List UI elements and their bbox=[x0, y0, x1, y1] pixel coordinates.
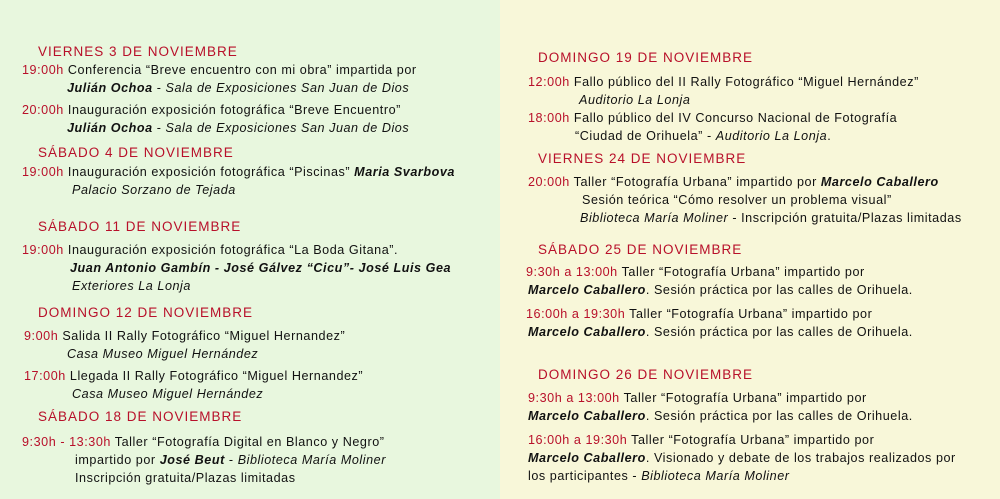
event-person: Julián Ochoa bbox=[67, 81, 153, 95]
event-detail: los participantes - bbox=[528, 469, 642, 483]
event-time: 9:30h - 13:30h bbox=[22, 435, 111, 449]
event-time: 9:30h a 13:00h bbox=[528, 391, 620, 405]
event-line bbox=[24, 368, 363, 384]
event-detail: - bbox=[224, 453, 238, 467]
day-header: SÁBADO 25 DE NOVIEMBRE bbox=[538, 242, 743, 257]
day-header: DOMINGO 19 DE NOVIEMBRE bbox=[538, 50, 754, 65]
event-venue: Exteriores La Lonja bbox=[72, 279, 191, 293]
event-detail: . Sesión práctica por las calles de Orihuela. bbox=[645, 283, 913, 297]
event-author: Marcelo Caballero bbox=[820, 175, 939, 189]
day-header: SÁBADO 11 DE NOVIEMBRE bbox=[38, 219, 242, 234]
event-text: Taller “Fotografía Urbana” impartido por bbox=[573, 175, 821, 189]
event-detail: - bbox=[152, 121, 166, 135]
event-detail-line bbox=[72, 278, 191, 294]
event-detail: . Sesión práctica por las calles de Orihuela. bbox=[645, 325, 913, 339]
event-detail-line bbox=[528, 450, 956, 466]
event-line bbox=[528, 110, 897, 126]
event-person: Marcelo Caballero bbox=[528, 325, 646, 339]
event-detail-line bbox=[75, 452, 386, 468]
event-venue: Casa Museo Miguel Hernández bbox=[72, 387, 264, 401]
event-person: José Beut bbox=[159, 453, 225, 467]
event-venue: Biblioteca María Moliner bbox=[237, 453, 386, 467]
event-time: 9:00h bbox=[24, 329, 59, 343]
event-line bbox=[22, 242, 398, 258]
event-venue: Biblioteca María Moliner bbox=[641, 469, 790, 483]
event-text: Taller “Fotografía Urbana” impartido por bbox=[631, 433, 875, 447]
day-header: DOMINGO 26 DE NOVIEMBRE bbox=[538, 367, 754, 382]
event-time: 16:00h a 19:30h bbox=[526, 307, 626, 321]
event-detail-line bbox=[575, 128, 831, 144]
event-text: Fallo público del II Rally Fotográfico “Miguel Hernández” bbox=[573, 75, 919, 89]
event-time: 9:30h a 13:00h bbox=[526, 265, 618, 279]
event-detail-line bbox=[582, 192, 892, 208]
event-person: Juan Antonio Gambín - José Gálvez “Cicu”- José Luis Gea bbox=[70, 261, 452, 275]
day-header: SÁBADO 18 DE NOVIEMBRE bbox=[38, 409, 243, 424]
event-detail: “Ciudad de Orihuela” - bbox=[575, 129, 716, 143]
event-detail-line bbox=[528, 324, 913, 340]
right-panel bbox=[500, 0, 1000, 499]
event-line bbox=[22, 164, 455, 180]
event-detail-line bbox=[72, 182, 236, 198]
event-detail-line bbox=[579, 92, 690, 108]
event-text: Taller “Fotografía Digital en Blanco y Negro” bbox=[114, 435, 385, 449]
event-line bbox=[22, 434, 385, 450]
event-detail-line bbox=[67, 120, 409, 136]
event-detail-line bbox=[67, 80, 409, 96]
event-detail: Inscripción gratuita/Plazas limitadas bbox=[75, 471, 296, 485]
event-person: Marcelo Caballero bbox=[528, 283, 646, 297]
event-time: 19:00h bbox=[22, 63, 64, 77]
event-text: Salida II Rally Fotográfico “Miguel Hernandez” bbox=[62, 329, 346, 343]
event-line bbox=[526, 306, 872, 322]
event-detail-line bbox=[528, 468, 790, 484]
event-line bbox=[528, 174, 939, 190]
event-time: 18:00h bbox=[528, 111, 570, 125]
event-detail-line bbox=[72, 386, 263, 402]
event-time: 17:00h bbox=[24, 369, 66, 383]
event-person: Marcelo Caballero bbox=[528, 451, 646, 465]
event-detail-line bbox=[75, 470, 296, 486]
event-text: Inauguración exposición fotográfica “La Boda Gitana”. bbox=[67, 243, 399, 257]
event-detail: impartido por bbox=[75, 453, 160, 467]
event-detail: - Inscripción gratuita/Plazas limitadas bbox=[728, 211, 962, 225]
event-text: Fallo público del IV Concurso Nacional de Fotografía bbox=[573, 111, 898, 125]
day-header: VIERNES 24 DE NOVIEMBRE bbox=[538, 151, 747, 166]
event-venue: Auditorio La Lonja bbox=[715, 129, 828, 143]
event-time: 12:00h bbox=[528, 75, 570, 89]
event-detail-line bbox=[580, 210, 962, 226]
event-time: 20:00h bbox=[528, 175, 570, 189]
event-text: Inauguración exposición fotográfica “Piscinas” bbox=[67, 165, 355, 179]
event-detail-line bbox=[70, 260, 451, 276]
event-line bbox=[22, 102, 401, 118]
event-time: 19:00h bbox=[22, 243, 64, 257]
event-detail: - bbox=[152, 81, 166, 95]
event-venue: Sala de Exposiciones San Juan de Dios bbox=[165, 81, 410, 95]
event-person: Marcelo Caballero bbox=[528, 409, 646, 423]
event-detail: . Visionado y debate de los trabajos realizados por bbox=[645, 451, 956, 465]
day-header: SÁBADO 4 DE NOVIEMBRE bbox=[38, 145, 234, 160]
event-venue: Auditorio La Lonja bbox=[579, 93, 691, 107]
event-line bbox=[24, 328, 345, 344]
event-detail: . Sesión práctica por las calles de Orihuela. bbox=[645, 409, 913, 423]
event-time: 20:00h bbox=[22, 103, 64, 117]
event-detail: Sesión teórica “Cómo resolver un problema visual” bbox=[582, 193, 892, 207]
event-text: Taller “Fotografía Urbana” impartido por bbox=[623, 391, 867, 405]
event-text: Inauguración exposición fotográfica “Breve Encuentro” bbox=[67, 103, 401, 117]
event-venue: Palacio Sorzano de Tejada bbox=[72, 183, 236, 197]
event-time: 19:00h bbox=[22, 165, 64, 179]
event-text: Taller “Fotografía Urbana” impartido por bbox=[621, 265, 865, 279]
event-person: Julián Ochoa bbox=[67, 121, 153, 135]
event-detail-line bbox=[67, 346, 258, 362]
event-text: Taller “Fotografía Urbana” impartido por bbox=[629, 307, 873, 321]
event-line bbox=[528, 390, 867, 406]
event-detail-line bbox=[528, 282, 913, 298]
event-line bbox=[528, 74, 919, 90]
event-detail: . bbox=[827, 129, 832, 143]
event-venue: Sala de Exposiciones San Juan de Dios bbox=[165, 121, 410, 135]
event-text: Llegada II Rally Fotográfico “Miguel Hernandez” bbox=[69, 369, 364, 383]
event-author: Maria Svarbova bbox=[354, 165, 455, 179]
event-detail-line bbox=[528, 408, 913, 424]
event-venue: Casa Museo Miguel Hernández bbox=[67, 347, 259, 361]
event-time: 16:00h a 19:30h bbox=[528, 433, 628, 447]
day-header: DOMINGO 12 DE NOVIEMBRE bbox=[38, 305, 254, 320]
event-line bbox=[526, 264, 865, 280]
event-venue: Biblioteca María Moliner bbox=[580, 211, 729, 225]
event-line bbox=[22, 62, 417, 78]
day-header: VIERNES 3 DE NOVIEMBRE bbox=[38, 44, 238, 59]
event-line bbox=[528, 432, 874, 448]
event-text: Conferencia “Breve encuentro con mi obra” impartida por bbox=[67, 63, 417, 77]
